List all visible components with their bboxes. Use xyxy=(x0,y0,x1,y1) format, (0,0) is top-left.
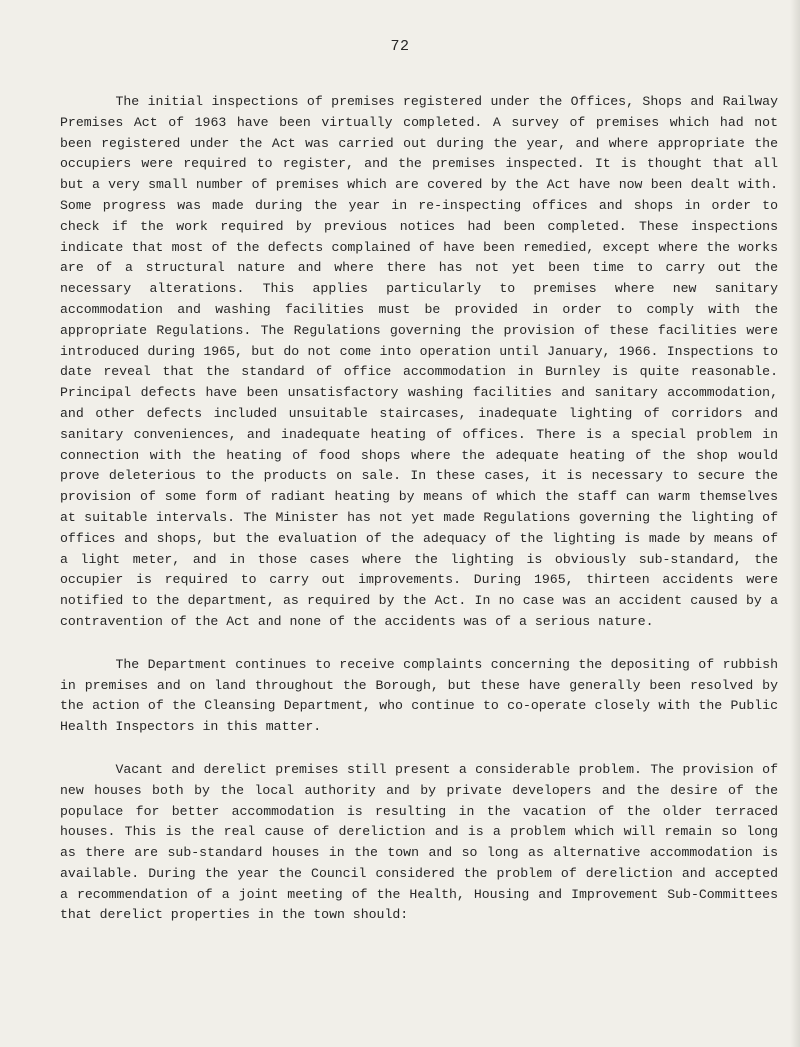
paragraph-offices-shops-inspections: The initial inspections of premises registered under the Offices, Shops and Railway Premises Act of 1963 have been virtually completed. A survey of premises which had not been registered under the Act was carried out during the year, and where appropriate the occupiers were required to register, and the premises inspected. It is thought that all but a very small number of premises which are covered by the Act have now been dealt with. Some progress was made during the year in re-inspecting offices and shops in order to check if the work required by previous notices had been completed. These inspections indicate that most of the defects complained of have been remedied, except where the works are of a structural nature and where there has not yet been time to carry out the necessary alterations. This applies particularly to premises where new sanitary accommodation and washing facilities must be provided in order to comply with the appropriate Regulations. The Regulations governing the provision of these facilities were introduced during 1965, but do not come into operation until January, 1966. Inspections to date reveal that the standard of office accommodation in Burnley is quite reasonable. Principal defects have been unsatisfactory washing facilities and sanitary accommodation, and other defects included unsuitable staircases, inadequate lighting of corridors and sanitary conveniences, and inadequate heating of offices. There is a special problem in connection with the heating of food shops where the adequate heating of the shop would prove deleterious to the products on sale. In these cases, it is necessary to secure the provision of some form of radiant heating by means of which the staff can warm themselves at suitable intervals. The Minister has not yet made Regulations governing the lighting of offices and shops, but the evaluation of the adequacy of the lighting is made by means of a light meter, and in those cases where the lighting is obviously sub-standard, the occupier is required to carry out improvements. During 1965, thirteen accidents were notified to the department, as required by the Act. In no case was an accident caused by a contravention of the Act and none of the accidents was of a serious nature. xyxy=(60,94,778,629)
paragraph-derelict-premises: Vacant and derelict premises still present a considerable problem. The provision of new houses both by the local authority and by private developers and the desire of the populace for better accommodation is resulting in the vacation of the older terraced houses. This is the real cause of dereliction and is a problem which will remain so long as there are sub-standard houses in the town and so long as alternative accommodation is available. During the year the Council considered the problem of dereliction and accepted a recommendation of a joint meeting of the Health, Housing and Improvement Sub-Committees that derelict properties in the town should: xyxy=(60,761,778,923)
paragraph-rubbish-deposits: The Department continues to receive complaints concerning the depositing of rubbish in premises and on land throughout the Borough, but these have generally been resolved by the action of the Cleansing Department, who continue to co-operate closely with the Public Health Inspectors in this matter. xyxy=(60,656,778,735)
page-number: 72 xyxy=(390,38,410,55)
page-edge-shadow xyxy=(790,0,800,1047)
document-body xyxy=(60,92,778,926)
